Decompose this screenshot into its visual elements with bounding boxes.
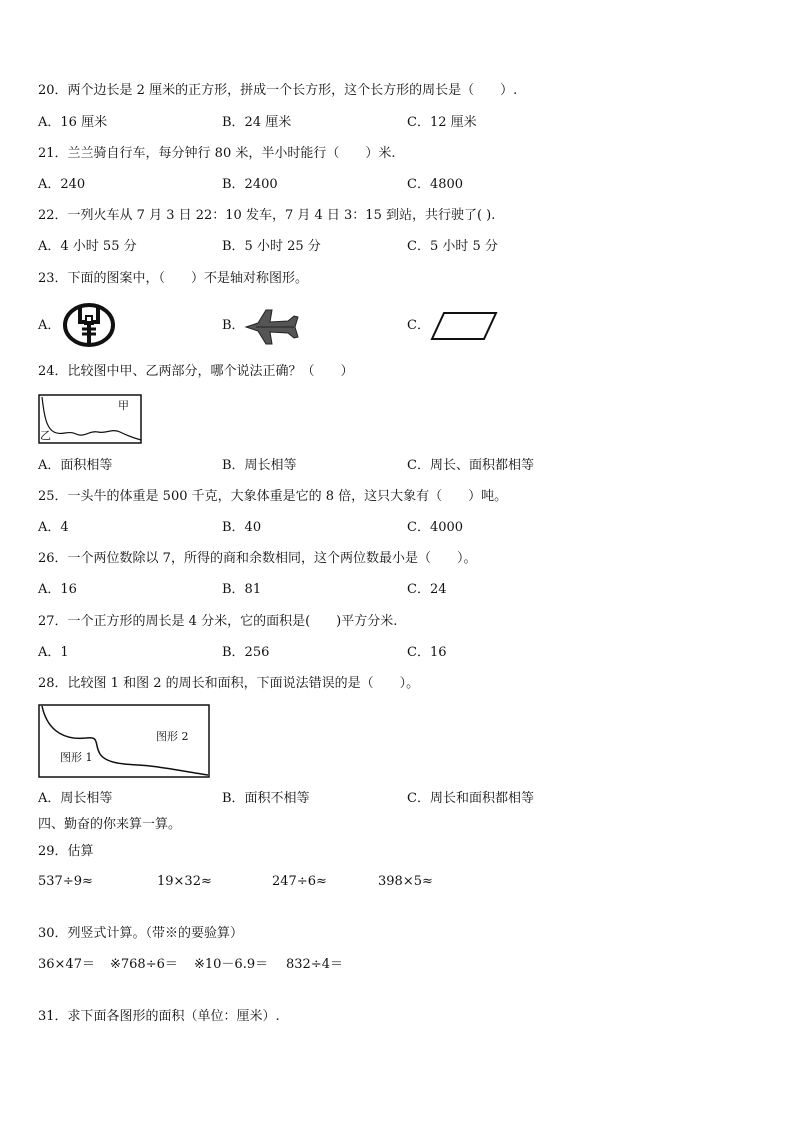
question-31: 31．求下面各图形的面积（单位：厘米）. <box>38 1009 280 1024</box>
calc-item: ※768÷6＝ <box>110 957 178 972</box>
label-figure-1: 图形 1 <box>60 751 93 764</box>
jia-yi-figure <box>38 394 142 444</box>
parallelogram-figure <box>430 310 500 346</box>
question-24: 24．比较图中甲、乙两部分，哪个说法正确？（ ） <box>38 364 354 379</box>
option-c: C．4000 <box>407 520 464 535</box>
option-a: A．4 小时 55 分 <box>38 239 137 254</box>
calc-item: 832÷4＝ <box>286 957 343 972</box>
question-20: 20．两个边长是 2 厘米的正方形，拼成一个长方形，这个长方形的周长是（ ）. <box>38 83 518 98</box>
question-22: 22．一列火车从 7 月 3 日 22：10 发车，7 月 4 日 3：15 到站，共行驶了( ). <box>38 208 496 223</box>
question-21: 21．兰兰骑自行车，每分钟行 80 米，半小时能行（ ）米. <box>38 146 396 161</box>
option-c: C．24 <box>407 582 447 597</box>
option-c: C．5 小时 5 分 <box>407 239 498 254</box>
question-28: 28．比较图 1 和图 2 的周长和面积，下面说法错误的是（ ）。 <box>38 676 420 691</box>
figure-1-2-diagram <box>38 704 210 778</box>
label-figure-2: 图形 2 <box>156 730 189 743</box>
option-b: B．周长相等 <box>222 458 297 473</box>
option-b: B．256 <box>222 645 270 660</box>
option-b: B． <box>222 318 245 333</box>
option-c: C．12 厘米 <box>407 115 477 130</box>
option-c: C．4800 <box>407 177 464 192</box>
option-b: B．24 厘米 <box>222 115 292 130</box>
option-c: C．周长和面积都相等 <box>407 791 534 806</box>
option-b: B．面积不相等 <box>222 791 310 806</box>
option-a: A．16 <box>38 582 77 597</box>
calc-item: 36×47＝ <box>38 957 95 972</box>
option-a: A． <box>38 318 61 333</box>
option-b: B．40 <box>222 520 262 535</box>
label-jia: 甲 <box>118 399 129 412</box>
calc-item: ※10－6.9＝ <box>194 957 269 972</box>
option-b: B．5 小时 25 分 <box>222 239 321 254</box>
estimate-item: 398×5≈ <box>378 874 433 889</box>
label-yi: 乙 <box>40 429 51 442</box>
section-title: 四、勤奋的你来算一算。 <box>38 817 182 832</box>
option-c: C．周长、面积都相等 <box>407 458 534 473</box>
option-b: B．2400 <box>222 177 278 192</box>
question-29: 29．估算 <box>38 844 94 859</box>
estimate-item: 19×32≈ <box>157 874 212 889</box>
option-a: A．1 <box>38 645 69 660</box>
option-a: A．4 <box>38 520 69 535</box>
question-30: 30．列竖式计算。（带※的要验算） <box>38 926 244 941</box>
question-25: 25．一头牛的体重是 500 千克，大象体重是它的 8 倍，这只大象有（ ）吨。 <box>38 489 508 504</box>
estimate-item: 537÷9≈ <box>38 874 93 889</box>
bank-logo-figure <box>62 302 116 352</box>
option-a: A．面积相等 <box>38 458 113 473</box>
option-a: A．240 <box>38 177 86 192</box>
jet-plane-figure <box>244 306 300 352</box>
question-26: 26．一个两位数除以 7，所得的商和余数相同，这个两位数最小是（ ）。 <box>38 551 477 566</box>
question-27: 27．一个正方形的周长是 4 分米，它的面积是( )平方分米. <box>38 614 398 629</box>
option-c: C． <box>407 318 430 333</box>
estimate-item: 247÷6≈ <box>272 874 327 889</box>
option-a: A．周长相等 <box>38 791 113 806</box>
question-23: 23．下面的图案中，（ ）不是轴对称图形。 <box>38 271 309 286</box>
option-a: A．16 厘米 <box>38 115 108 130</box>
option-b: B．81 <box>222 582 262 597</box>
option-c: C．16 <box>407 645 447 660</box>
